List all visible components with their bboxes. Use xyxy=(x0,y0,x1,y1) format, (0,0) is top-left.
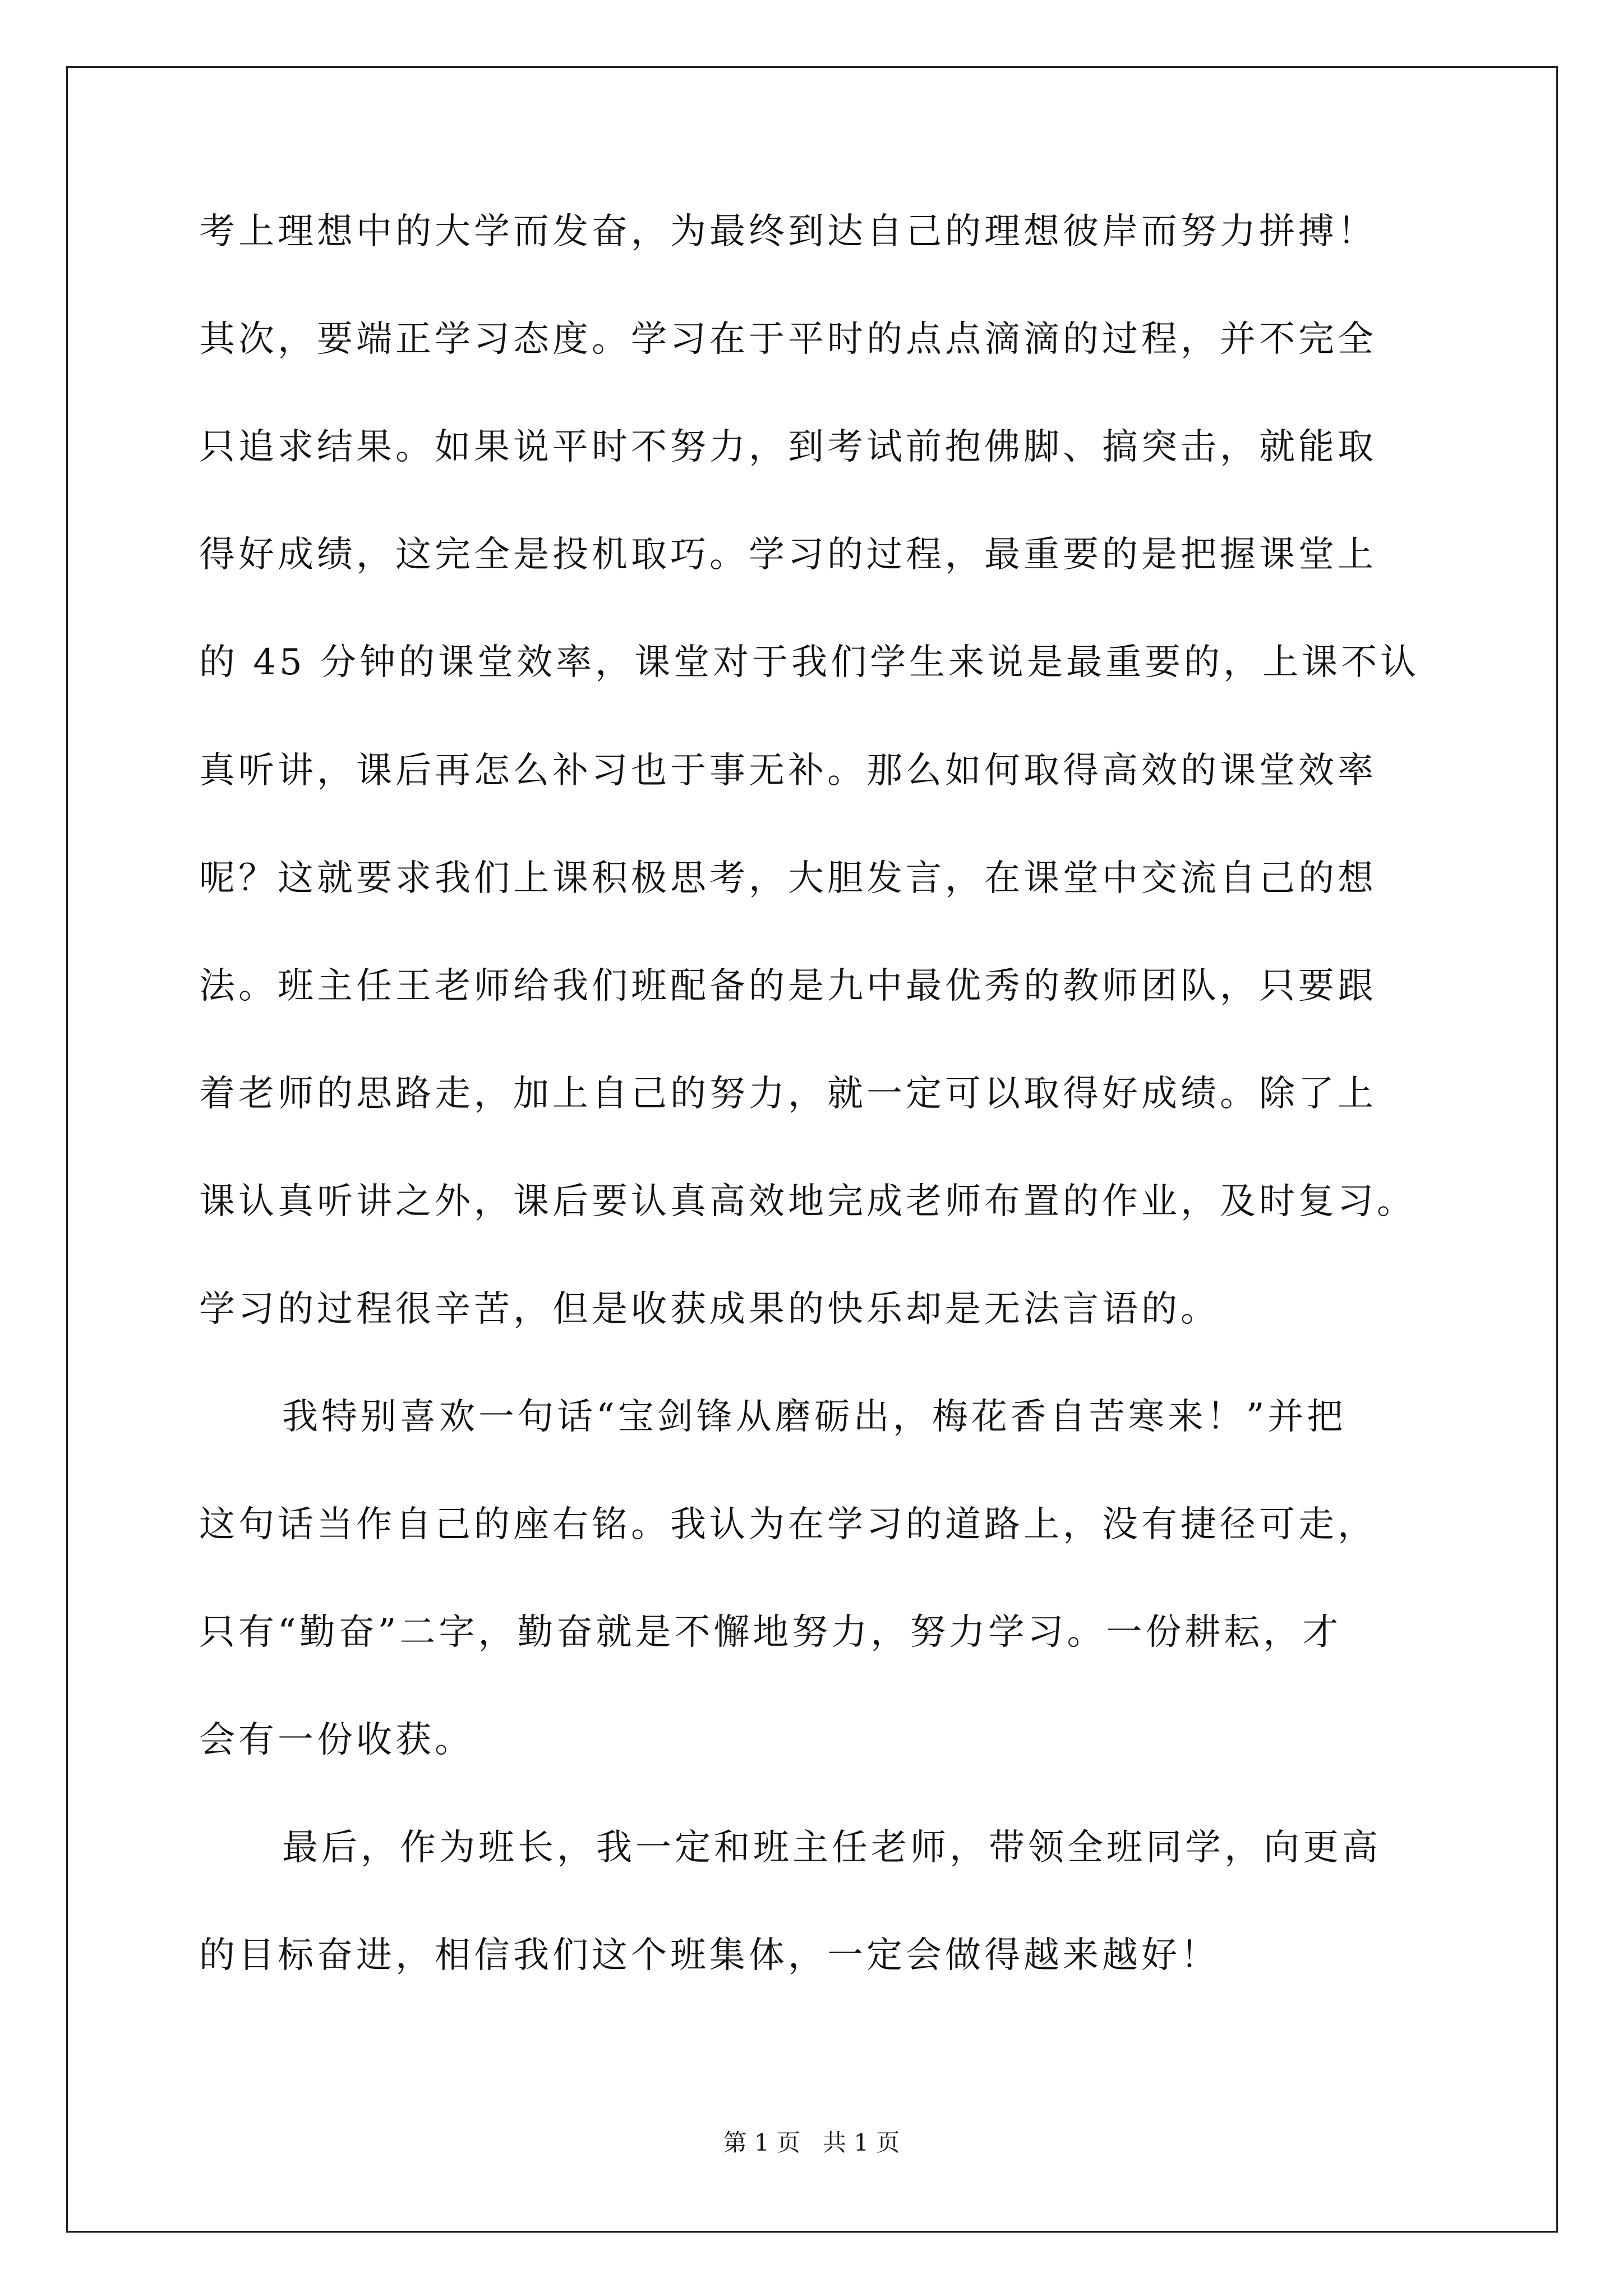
text-line: 会有一份收获。 xyxy=(199,1719,474,1761)
paragraph-start-line: 最后，作为班长，我一定和班主任老师，带领全班同学，向更高 xyxy=(282,1827,1381,1869)
page-footer xyxy=(0,2126,1623,2160)
page-total: 共 1 页 xyxy=(823,2129,900,2156)
paragraph-start-line: 我特别喜欢一句话“宝剑锋从磨砺出，梅花香自苦寒来！”并把 xyxy=(282,1396,1347,1438)
text-line: 只追求结果。如果说平时不努力，到考试前抱佛脚、搞突击，就能取 xyxy=(199,426,1377,468)
text-line: 这句话当作自己的座右铭。我认为在学习的道路上，没有捷径可走， xyxy=(199,1504,1377,1545)
text-line: 的 45 分钟的课堂效率，课堂对于我们学生来说是最重要的，上课不认 xyxy=(199,642,1420,683)
text-line: 其次，要端正学习态度。学习在于平时的点点滴滴的过程，并不完全 xyxy=(199,319,1377,360)
text-line: 学习的过程很辛苦，但是收获成果的快乐却是无法言语的。 xyxy=(199,1289,1220,1330)
text-line: 课认真听讲之外，课后要认真高效地完成老师布置的作业，及时复习。 xyxy=(199,1181,1416,1222)
text-line: 的目标奋进，相信我们这个班集体，一定会做得越来越好！ xyxy=(199,1935,1220,1976)
text-line: 呢？这就要求我们上课积极思考，大胆发言，在课堂中交流自己的想 xyxy=(199,858,1377,899)
text-line: 真听讲，课后再怎么补习也于事无补。那么如何取得高效的课堂效率 xyxy=(199,750,1377,792)
page-number: 第 1 页 xyxy=(723,2129,800,2156)
text-line: 法。班主任王老师给我们班配备的是九中最优秀的教师团队，只要跟 xyxy=(199,965,1377,1007)
text-line: 着老师的思路走，加上自己的努力，就一定可以取得好成绩。除了上 xyxy=(199,1073,1377,1115)
text-line: 考上理想中的大学而发奋，为最终到达自己的理想彼岸而努力拼搏！ xyxy=(199,211,1377,252)
text-line: 得好成绩，这完全是投机取巧。学习的过程，最重要的是把握课堂上 xyxy=(199,534,1377,576)
page-border xyxy=(66,66,1558,2233)
text-line: 只有“勤奋”二字，勤奋就是不懈地努力，努力学习。一份耕耘，才 xyxy=(199,1612,1342,1653)
